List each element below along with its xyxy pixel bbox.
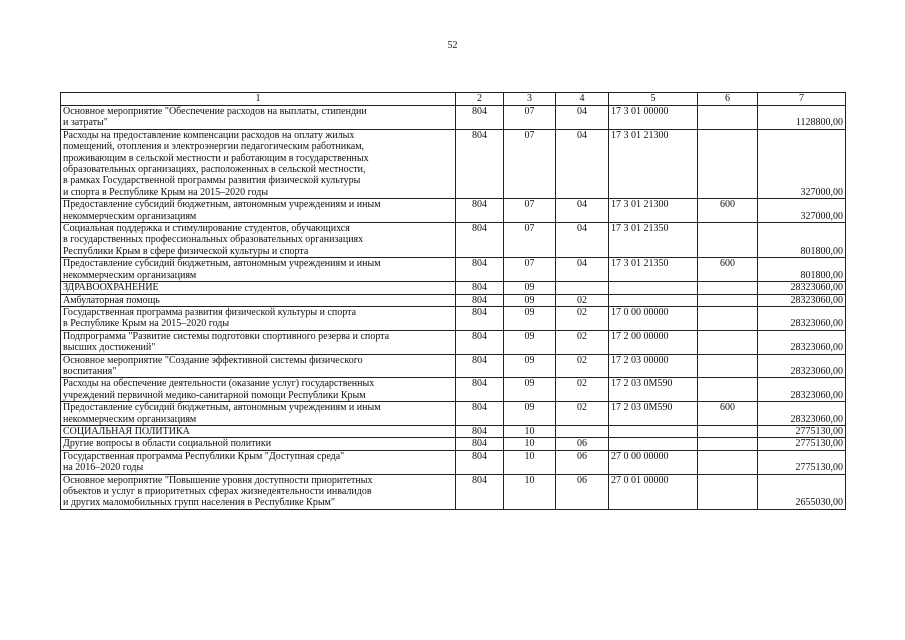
description-line: Расходы на обеспечение деятельности (оказание услуг) государственных xyxy=(63,378,375,390)
description-line: в рамках Государственной программы развития физической культуры xyxy=(63,175,361,187)
target-article-code: 17 2 03 00000 xyxy=(609,354,698,378)
section-code: 09 xyxy=(504,294,556,306)
table-row xyxy=(61,402,846,426)
section-code: 07 xyxy=(504,199,556,223)
section-code: 10 xyxy=(504,425,556,437)
amount: 2655030,00 xyxy=(758,474,846,509)
ministry-code: 804 xyxy=(456,199,504,223)
ministry-code: 804 xyxy=(456,282,504,294)
table-row xyxy=(61,306,846,330)
ministry-code: 804 xyxy=(456,223,504,258)
description-line: высших достижений" xyxy=(63,342,156,354)
description-line: объектов и услуг в приоритетных сферах жизнедеятельности инвалидов xyxy=(63,486,372,497)
target-article-code: 17 3 01 21300 xyxy=(609,129,698,198)
target-article-code: 17 2 00 00000 xyxy=(609,330,698,354)
description-line: Государственная программа развития физической культуры и спорта xyxy=(63,306,357,318)
description-line: Амбулаторная помощь xyxy=(63,294,160,306)
target-article-code: 27 0 01 00000 xyxy=(609,474,698,509)
header-col-3: 3 xyxy=(504,93,556,106)
description-line: воспитания" xyxy=(63,365,117,377)
row-description xyxy=(61,450,456,474)
section-code: 07 xyxy=(504,258,556,282)
table-row xyxy=(61,438,846,450)
amount: 28323060,00 xyxy=(758,294,846,306)
table-body xyxy=(61,106,846,510)
amount: 28323060,00 xyxy=(758,402,846,426)
amount: 28323060,00 xyxy=(758,330,846,354)
section-code: 09 xyxy=(504,330,556,354)
page-number: 52 xyxy=(447,40,458,51)
amount: 801800,00 xyxy=(758,223,846,258)
amount: 28323060,00 xyxy=(758,306,846,330)
expense-type-code xyxy=(698,294,758,306)
target-article-code: 27 0 00 00000 xyxy=(609,450,698,474)
table-row xyxy=(61,258,846,282)
description-line: Расходы на предоставление компенсации расходов на оплату жилых xyxy=(63,129,355,141)
amount: 327000,00 xyxy=(758,129,846,198)
table-row xyxy=(61,330,846,354)
header-col-2: 2 xyxy=(456,93,504,106)
section-code: 09 xyxy=(504,306,556,330)
expense-type-code xyxy=(698,438,758,450)
row-description xyxy=(61,294,456,306)
amount: 2775130,00 xyxy=(758,450,846,474)
row-description xyxy=(61,425,456,437)
table-row xyxy=(61,474,846,509)
expense-type-code xyxy=(698,129,758,198)
description-line: Основное мероприятие "Создание эффективной системы физического xyxy=(63,354,363,366)
header-row xyxy=(61,93,846,106)
description-line: в Республике Крым на 2015–2020 годы xyxy=(63,318,230,330)
ministry-code: 804 xyxy=(456,330,504,354)
header-col-7: 7 xyxy=(758,93,846,106)
subsection-code: 04 xyxy=(556,129,609,198)
target-article-code: 17 3 01 21300 xyxy=(609,199,698,223)
description-line: Предоставление субсидий бюджетным, автономным учреждениям и иным xyxy=(63,199,381,211)
row-description xyxy=(61,106,456,130)
description-line: в государственных профессиональных образовательных организациях xyxy=(63,234,364,246)
table-row xyxy=(61,294,846,306)
subsection-code: 02 xyxy=(556,306,609,330)
row-description xyxy=(61,474,456,509)
amount: 327000,00 xyxy=(758,199,846,223)
row-description xyxy=(61,402,456,426)
ministry-code: 804 xyxy=(456,106,504,130)
ministry-code: 804 xyxy=(456,354,504,378)
subsection-code: 02 xyxy=(556,402,609,426)
target-article-code: 17 2 03 0М590 xyxy=(609,378,698,402)
subsection-code: 06 xyxy=(556,450,609,474)
ministry-code: 804 xyxy=(456,438,504,450)
expense-type-code xyxy=(698,425,758,437)
description-line: и спорта в Республике Крым на 2015–2020 годы xyxy=(63,186,269,198)
row-description xyxy=(61,306,456,330)
target-article-code xyxy=(609,294,698,306)
description-line: ЗДРАВООХРАНЕНИЕ xyxy=(63,282,159,294)
subsection-code: 04 xyxy=(556,106,609,130)
table-row xyxy=(61,199,846,223)
subsection-code: 02 xyxy=(556,378,609,402)
description-line: Подпрограмма "Развитие системы подготовки спортивного резерва и спорта xyxy=(63,330,390,342)
expense-type-code xyxy=(698,378,758,402)
amount: 28323060,00 xyxy=(758,282,846,294)
expense-type-code xyxy=(698,106,758,130)
row-description xyxy=(61,223,456,258)
target-article-code: 17 3 01 21350 xyxy=(609,223,698,258)
subsection-code: 06 xyxy=(556,474,609,509)
expense-type-code xyxy=(698,306,758,330)
row-description xyxy=(61,438,456,450)
subsection-code xyxy=(556,425,609,437)
description-line: некоммерческим организациям xyxy=(63,210,197,222)
table-row xyxy=(61,354,846,378)
subsection-code: 04 xyxy=(556,199,609,223)
ministry-code: 804 xyxy=(456,306,504,330)
ministry-code: 804 xyxy=(456,402,504,426)
section-code: 10 xyxy=(504,438,556,450)
table-row xyxy=(61,223,846,258)
row-description xyxy=(61,378,456,402)
header-col-4: 4 xyxy=(556,93,609,106)
row-description xyxy=(61,199,456,223)
table-row xyxy=(61,450,846,474)
description-line: Государственная программа Республики Крым "Доступная среда" xyxy=(63,450,345,462)
row-description xyxy=(61,282,456,294)
expense-type-code xyxy=(698,450,758,474)
table-row xyxy=(61,282,846,294)
expense-type-code xyxy=(698,330,758,354)
ministry-code: 804 xyxy=(456,425,504,437)
section-code: 10 xyxy=(504,474,556,509)
target-article-code xyxy=(609,438,698,450)
description-line: некоммерческим организациям xyxy=(63,269,197,281)
amount: 28323060,00 xyxy=(758,378,846,402)
amount: 1128800,00 xyxy=(758,106,846,130)
header-col-6: 6 xyxy=(698,93,758,106)
target-article-code: 17 0 00 00000 xyxy=(609,306,698,330)
expense-type-code xyxy=(698,282,758,294)
expense-type-code: 600 xyxy=(698,402,758,426)
ministry-code: 804 xyxy=(456,378,504,402)
amount: 28323060,00 xyxy=(758,354,846,378)
subsection-code: 04 xyxy=(556,223,609,258)
section-code: 07 xyxy=(504,106,556,130)
description-line: проживающим в сельской местности и работающим в государственных xyxy=(63,152,369,164)
row-description xyxy=(61,354,456,378)
description-line: учреждений первичной медико-санитарной помощи Республики Крым xyxy=(63,389,366,401)
subsection-code: 06 xyxy=(556,438,609,450)
section-code: 07 xyxy=(504,223,556,258)
description-line: Социальная поддержка и стимулирование студентов, обучающихся xyxy=(63,223,350,235)
description-line: Основное мероприятие "Повышение уровня доступности приоритетных xyxy=(63,474,373,486)
table-row xyxy=(61,129,846,198)
row-description xyxy=(61,258,456,282)
subsection-code: 02 xyxy=(556,354,609,378)
target-article-code: 17 3 01 00000 xyxy=(609,106,698,130)
expense-type-code xyxy=(698,474,758,509)
expense-type-code xyxy=(698,223,758,258)
table-row xyxy=(61,425,846,437)
description-line: Другие вопросы в области социальной политики xyxy=(63,438,272,450)
section-code: 09 xyxy=(504,282,556,294)
section-code: 09 xyxy=(504,402,556,426)
ministry-code: 804 xyxy=(456,258,504,282)
description-line: некоммерческим организациям xyxy=(63,413,197,425)
header-col-5: 5 xyxy=(609,93,698,106)
amount: 2775130,00 xyxy=(758,425,846,437)
table-row xyxy=(61,378,846,402)
description-line: образовательных организациях, расположенных в сельской местности, xyxy=(63,164,366,176)
target-article-code xyxy=(609,282,698,294)
ministry-code: 804 xyxy=(456,129,504,198)
description-line: и затраты" xyxy=(63,117,108,129)
row-description xyxy=(61,330,456,354)
target-article-code: 17 2 03 0М590 xyxy=(609,402,698,426)
ministry-code: 804 xyxy=(456,294,504,306)
description-line: Республики Крым в сфере физической культуры и спорта xyxy=(63,245,309,257)
section-code: 10 xyxy=(504,450,556,474)
row-description xyxy=(61,129,456,198)
target-article-code: 17 3 01 21350 xyxy=(609,258,698,282)
budget-table xyxy=(60,92,846,510)
amount: 801800,00 xyxy=(758,258,846,282)
description-line: СОЦИАЛЬНАЯ ПОЛИТИКА xyxy=(63,425,190,437)
subsection-code: 04 xyxy=(556,258,609,282)
ministry-code: 804 xyxy=(456,450,504,474)
description-line: помещений, отопления и электроэнергии педагогическим работникам, xyxy=(63,141,365,153)
expense-type-code: 600 xyxy=(698,199,758,223)
amount: 2775130,00 xyxy=(758,438,846,450)
expense-type-code xyxy=(698,354,758,378)
header-col-1: 1 xyxy=(61,93,456,106)
target-article-code xyxy=(609,425,698,437)
description-line: Основное мероприятие "Обеспечение расходов на выплаты, стипендии xyxy=(63,106,367,117)
section-code: 09 xyxy=(504,354,556,378)
description-line: и других маломобильных групп населения в Республике Крым" xyxy=(63,497,335,509)
section-code: 07 xyxy=(504,129,556,198)
table-row xyxy=(61,106,846,130)
description-line: на 2016–2020 годы xyxy=(63,462,144,474)
ministry-code: 804 xyxy=(456,474,504,509)
description-line: Предоставление субсидий бюджетным, автономным учреждениям и иным xyxy=(63,258,381,270)
expense-type-code: 600 xyxy=(698,258,758,282)
section-code: 09 xyxy=(504,378,556,402)
description-line: Предоставление субсидий бюджетным, автономным учреждениям и иным xyxy=(63,402,381,414)
subsection-code: 02 xyxy=(556,330,609,354)
subsection-code xyxy=(556,282,609,294)
subsection-code: 02 xyxy=(556,294,609,306)
